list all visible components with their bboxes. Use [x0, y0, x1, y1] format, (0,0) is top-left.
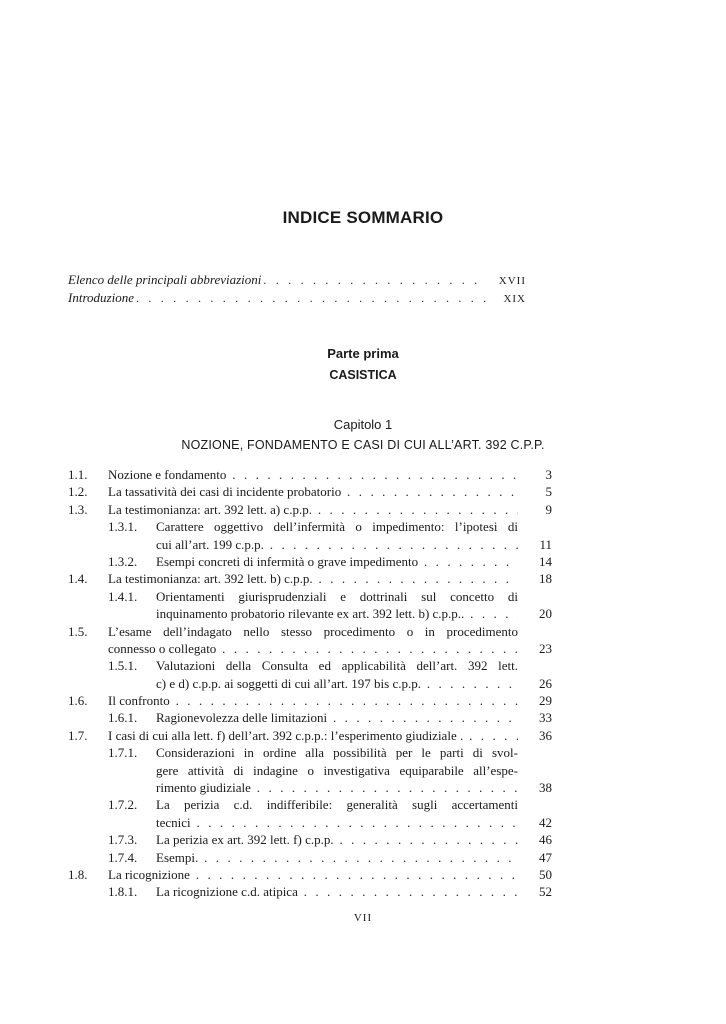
entry-number: 1.7.4.: [108, 849, 138, 865]
entry-number: 1.2.: [68, 484, 88, 500]
toc-entry-line: [68, 883, 552, 900]
prelim-entry-abbreviations: [68, 272, 526, 290]
entry-title: Esempi concreti di infermità o grave impedimento . . .: [156, 553, 518, 570]
entry-title: inquinamento probatorio rilevante ex art. 392 lett. b) c.p.p.. . . .: [156, 605, 518, 622]
entry-title: Considerazioni in ordine alla possibilità per le parti di svol-: [156, 745, 518, 761]
toc-entry-line: [68, 518, 552, 535]
entry-title: Il confronto . . .: [108, 692, 518, 709]
entry-number: 1.8.1.: [108, 884, 138, 900]
entry-page: 5: [545, 484, 552, 500]
entry-title: Esempi. . . .: [156, 849, 518, 866]
entry-title: La testimonianza: art. 392 lett. b) c.p.p. . . .: [108, 570, 518, 587]
entry-title: La ricognizione . . .: [108, 866, 518, 883]
toc-entry-line: [68, 588, 552, 605]
entry-page: 47: [539, 849, 552, 865]
entry-page: 11: [539, 536, 552, 552]
entry-number: 1.5.: [68, 623, 88, 639]
toc-entry-line: [68, 692, 552, 709]
toc-entry-line: [68, 657, 552, 674]
toc-entry-line: [68, 796, 552, 813]
entry-number: 1.8.: [68, 866, 88, 882]
prelim-entry-introduction: [68, 290, 526, 308]
toc-entry-line: [68, 744, 552, 761]
entry-number: 1.3.2.: [108, 553, 138, 569]
entry-number: 1.6.1.: [108, 710, 138, 726]
toc-entry-line: [68, 570, 552, 587]
prelim-page: XVII: [498, 275, 526, 287]
entry-title: Orientamenti giurisprudenziali e dottrinali sul concetto di: [156, 588, 518, 604]
toc-entry-line: [68, 553, 552, 570]
chapter-title: NOZIONE, FONDAMENTO E CASI DI CUI ALL’ART. 392 C.P.P.: [181, 438, 545, 452]
toc-entry-line: [68, 779, 552, 796]
entry-page: 20: [539, 606, 552, 622]
toc-entry-line: [68, 623, 552, 640]
entry-number: 1.4.: [68, 571, 88, 587]
entry-page: 36: [539, 727, 552, 743]
entry-title: Ragionevolezza delle limitazioni . . .: [156, 709, 518, 726]
entry-page: 50: [539, 866, 552, 882]
entry-page: 26: [539, 675, 552, 691]
entry-page: 3: [545, 467, 552, 482]
entry-page: 46: [539, 832, 552, 848]
toc-entry-line: [68, 605, 552, 622]
toc-entry-line: [68, 727, 552, 744]
entry-page: 18: [539, 571, 552, 587]
entry-title: Nozione e fondamento . . .: [108, 466, 518, 483]
toc-entry-line: [68, 814, 552, 831]
part-title: CASISTICA: [329, 368, 397, 382]
entry-title: connesso o collegato . . .: [108, 640, 518, 657]
toc-entry-line: [68, 762, 552, 779]
entry-page: 38: [539, 780, 552, 796]
dot-leader: [136, 291, 486, 306]
toc-entry-line: [68, 501, 552, 518]
prelim-title: Elenco delle principali abbreviazioni: [68, 272, 262, 287]
entry-number: 1.7.3.: [108, 832, 138, 848]
entry-title: L’esame dell’indagato nello stesso procedimento o in procedimento: [108, 623, 518, 639]
chapter-label: Capitolo 1: [333, 417, 393, 432]
entry-page: 33: [539, 710, 552, 726]
entry-number: 1.7.1.: [108, 745, 138, 761]
entry-number: 1.4.1.: [108, 588, 138, 604]
toc-entry-line: [68, 483, 552, 500]
toc-entry-line: [68, 640, 552, 657]
entry-title: I casi di cui alla lett. f) dell’art. 392 c.p.p.: l’esperimento giudiziale . . . .: [108, 727, 518, 744]
entry-number: 1.3.1.: [108, 519, 138, 535]
entry-page: 42: [539, 814, 552, 830]
prelim-title: Introduzione: [68, 290, 134, 305]
page-title: INDICE SOMMARIO: [282, 208, 444, 227]
dot-leader: [263, 273, 486, 288]
toc-entry-line: [68, 849, 552, 866]
entry-page: 14: [539, 553, 552, 569]
toc-entry-line: [68, 709, 552, 726]
entry-number: 1.7.: [68, 727, 88, 743]
entry-title: La perizia ex art. 392 lett. f) c.p.p. . . .: [156, 831, 518, 848]
preliminaries-list: [68, 272, 526, 308]
entry-title: La testimonianza: art. 392 lett. a) c.p.p. . . .: [108, 501, 518, 518]
part-label: Parte prima: [327, 346, 399, 361]
entry-title: tecnici . . .: [156, 814, 518, 831]
entry-title: La tassatività dei casi di incidente probatorio . . .: [108, 483, 518, 500]
entry-title: cui all’art. 199 c.p.p. . . .: [156, 536, 518, 553]
entry-page: 9: [545, 501, 552, 517]
entry-number: 1.1.: [68, 467, 88, 482]
entry-title: c) e d) c.p.p. ai soggetti di cui all’art. 197 bis c.p.p. . . .: [156, 675, 518, 692]
entry-page: 23: [539, 640, 552, 656]
prelim-page: XIX: [503, 293, 526, 305]
entry-page: 52: [539, 884, 552, 900]
entry-title: Valutazioni della Consulta ed applicabilità dell’art. 392 lett.: [156, 658, 518, 674]
toc-entry-line: [68, 466, 552, 483]
entry-title: La ricognizione c.d. atipica . . .: [156, 883, 518, 900]
entry-number: 1.6.: [68, 693, 88, 709]
entry-title: rimento giudiziale . . .: [156, 779, 518, 796]
entry-title: Carattere oggettivo dell’infermità o impedimento: l’ipotesi di: [156, 519, 518, 535]
table-of-contents: [68, 466, 552, 901]
entry-title: La perizia c.d. indifferibile: generalità sugli accertamenti: [156, 797, 518, 813]
entry-number: 1.5.1.: [108, 658, 138, 674]
entry-number: 1.7.2.: [108, 797, 138, 813]
toc-entry-line: [68, 675, 552, 692]
toc-entry-line: [68, 831, 552, 848]
page-number: VII: [353, 912, 373, 924]
toc-entry-line: [68, 866, 552, 883]
toc-entry-line: [68, 536, 552, 553]
entry-title: gere attività di indagine o investigativa equiparabile all’espe-: [156, 762, 518, 778]
entry-number: 1.3.: [68, 501, 88, 517]
entry-page: 29: [539, 693, 552, 709]
